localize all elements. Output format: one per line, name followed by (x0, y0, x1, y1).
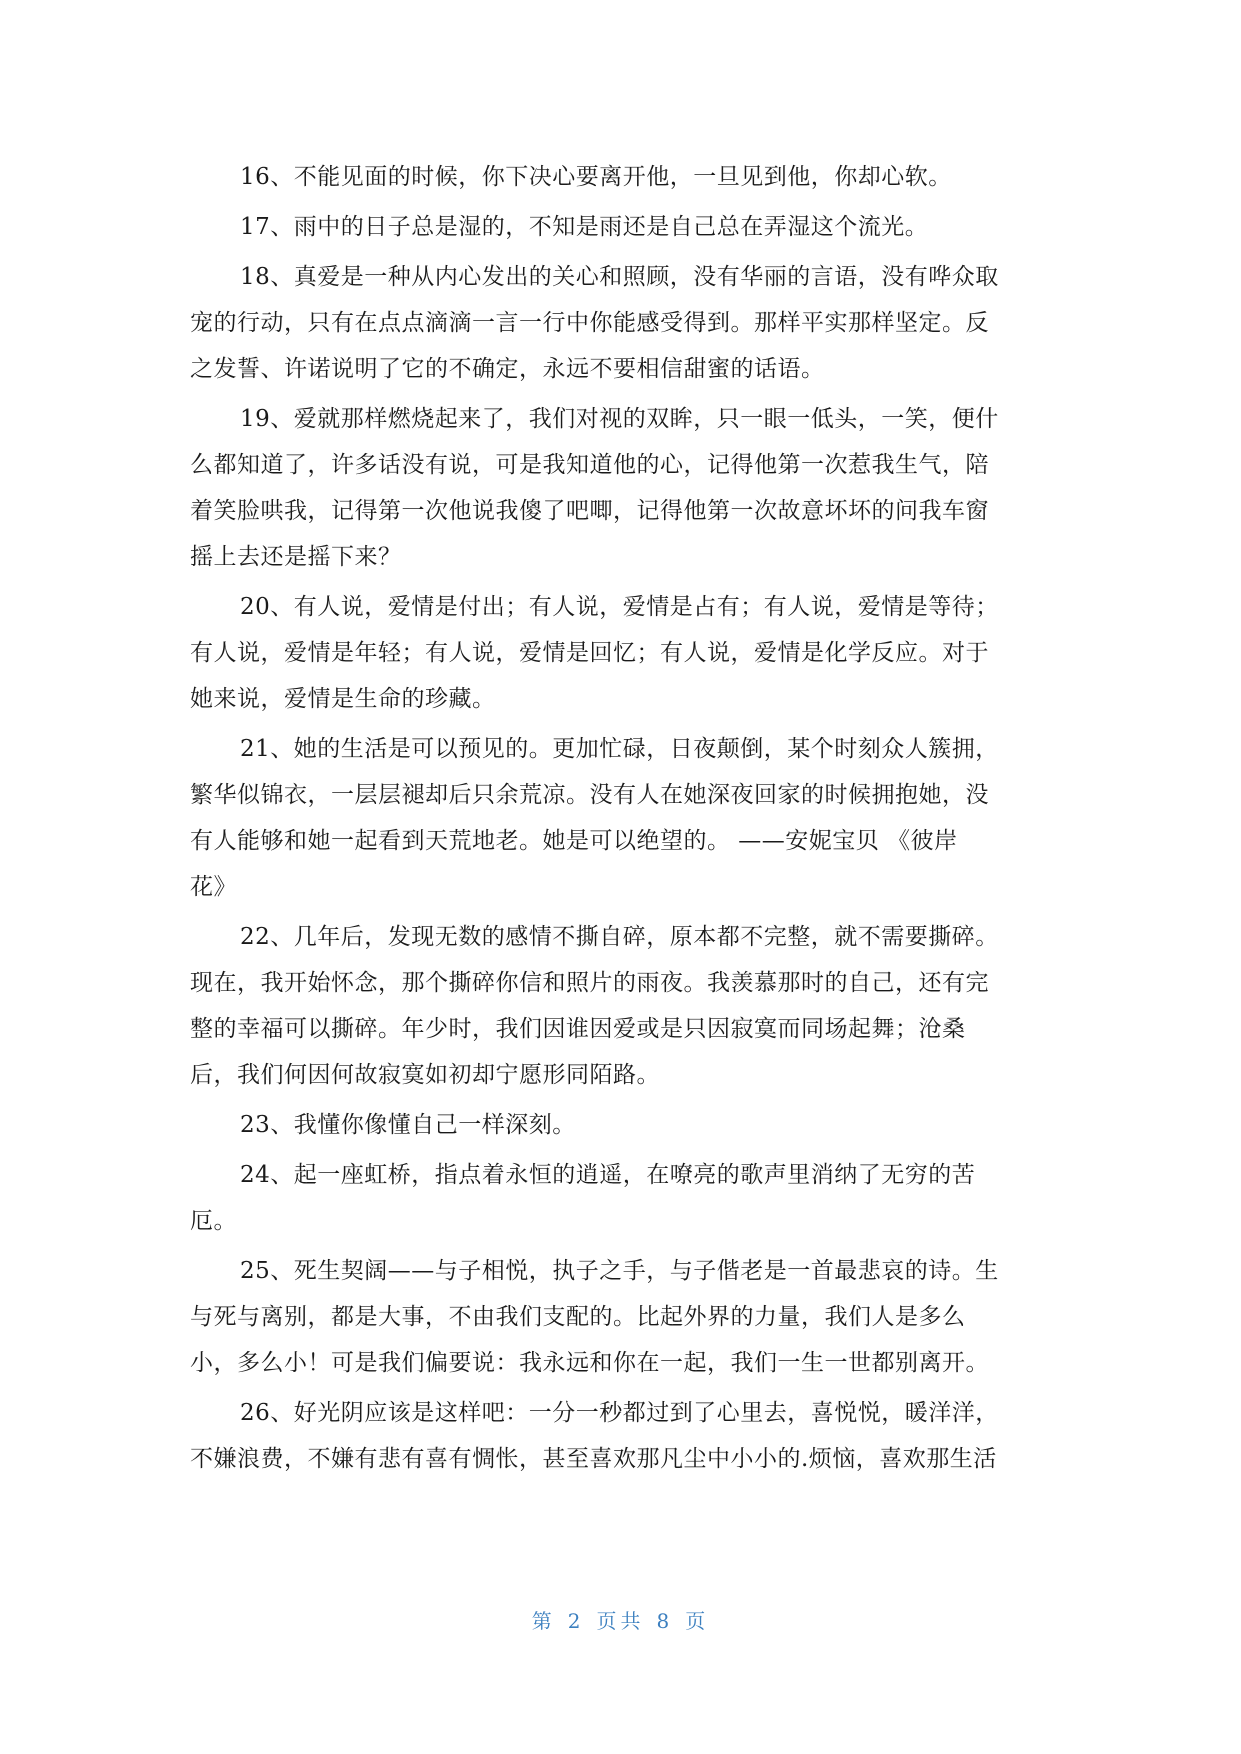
paragraph-line: 26、好光阴应该是这样吧：一分一秒都过到了心里去，喜悦悦，暖洋洋， (240, 1400, 999, 1426)
paragraph-line: 之发誓、许诺说明了它的不确定，永远不要相信甜蜜的话语。 (190, 356, 825, 382)
paragraph-line: 22、几年后，发现无数的感情不撕自碎，原本都不完整，就不需要撕碎。 (240, 924, 999, 950)
paragraph-line: 整的幸福可以撕碎。年少时，我们因谁因爱或是只因寂寞而同场起舞；沧桑 (190, 1016, 966, 1042)
paragraph-line: 21、她的生活是可以预见的。更加忙碌，日夜颠倒，某个时刻众人簇拥， (240, 736, 999, 762)
paragraph-line: 25、死生契阔——与子相悦，执子之手，与子偕老是一首最悲哀的诗。生 (240, 1258, 999, 1284)
paragraph-line: 20、有人说，爱情是付出；有人说，爱情是占有；有人说，爱情是等待； (240, 594, 999, 620)
footer-current-page: 2 (567, 1609, 585, 1633)
paragraph (190, 204, 1050, 250)
paragraph (190, 396, 1050, 580)
paragraph (190, 584, 1050, 722)
paragraph (190, 154, 1050, 200)
paragraph-line: 不嫌浪费，不嫌有悲有喜有惆怅，甚至喜欢那凡尘中小小的.烦恼，喜欢那生活 (190, 1446, 997, 1472)
paragraph-line: 厄。 (190, 1208, 237, 1234)
footer-prefix: 第 (531, 1609, 556, 1633)
footer-suffix: 页 (685, 1609, 710, 1633)
paragraph-line: 18、真爱是一种从内心发出的关心和照顾，没有华丽的言语，没有哗众取 (240, 264, 999, 290)
paragraph (190, 1248, 1050, 1386)
paragraph-line: 着笑脸哄我，记得第一次他说我傻了吧唧，记得他第一次故意坏坏的问我车窗 (190, 498, 989, 524)
paragraph-line: 现在，我开始怀念，那个撕碎你信和照片的雨夜。我羡慕那时的自己，还有完 (190, 970, 989, 996)
paragraph-line: 16、不能见面的时候，你下决心要离开他，一旦见到他，你却心软。 (240, 164, 952, 190)
paragraph-line: 17、雨中的日子总是湿的，不知是雨还是自己总在弄湿这个流光。 (240, 214, 929, 240)
paragraph-line: 19、爱就那样燃烧起来了，我们对视的双眸，只一眼一低头，一笑，便什 (240, 406, 999, 432)
paragraph-line: 花》 (190, 874, 237, 900)
footer-total-pages: 8 (656, 1609, 674, 1633)
page-footer (0, 1605, 1241, 1634)
paragraph-line: 24、起一座虹桥，指点着永恒的逍遥，在嘹亮的歌声里消纳了无穷的苦 (240, 1162, 976, 1188)
paragraph-line: 她来说，爱情是生命的珍藏。 (190, 686, 496, 712)
paragraph-line: 有人说，爱情是年轻；有人说，爱情是回忆；有人说，爱情是化学反应。对于 (190, 640, 989, 666)
paragraph (190, 1102, 1050, 1148)
paragraph-line: 有人能够和她一起看到天荒地老。她是可以绝望的。 ——安妮宝贝 《彼岸 (190, 828, 958, 854)
footer-middle: 页共 (596, 1609, 645, 1633)
paragraph-line: 么都知道了，许多话没有说，可是我知道他的心，记得他第一次惹我生气，陪 (190, 452, 989, 478)
paragraph-line: 23、我懂你像懂自己一样深刻。 (240, 1112, 576, 1138)
page-content (190, 154, 1050, 1486)
paragraph-line: 小，多么小！可是我们偏要说：我永远和你在一起，我们一生一世都别离开。 (190, 1350, 989, 1376)
paragraph (190, 254, 1050, 392)
paragraph-line: 繁华似锦衣，一层层褪却后只余荒凉。没有人在她深夜回家的时候拥抱她，没 (190, 782, 989, 808)
paragraph (190, 726, 1050, 910)
paragraph (190, 1390, 1050, 1482)
paragraph-line: 宠的行动，只有在点点滴滴一言一行中你能感受得到。那样平实那样坚定。反 (190, 310, 989, 336)
paragraph (190, 914, 1050, 1098)
paragraph-line: 与死与离别，都是大事，不由我们支配的。比起外界的力量，我们人是多么 (190, 1304, 966, 1330)
paragraph-line: 摇上去还是摇下来？ (190, 544, 402, 570)
paragraph (190, 1152, 1050, 1244)
paragraph-line: 后，我们何因何故寂寞如初却宁愿形同陌路。 (190, 1062, 660, 1088)
